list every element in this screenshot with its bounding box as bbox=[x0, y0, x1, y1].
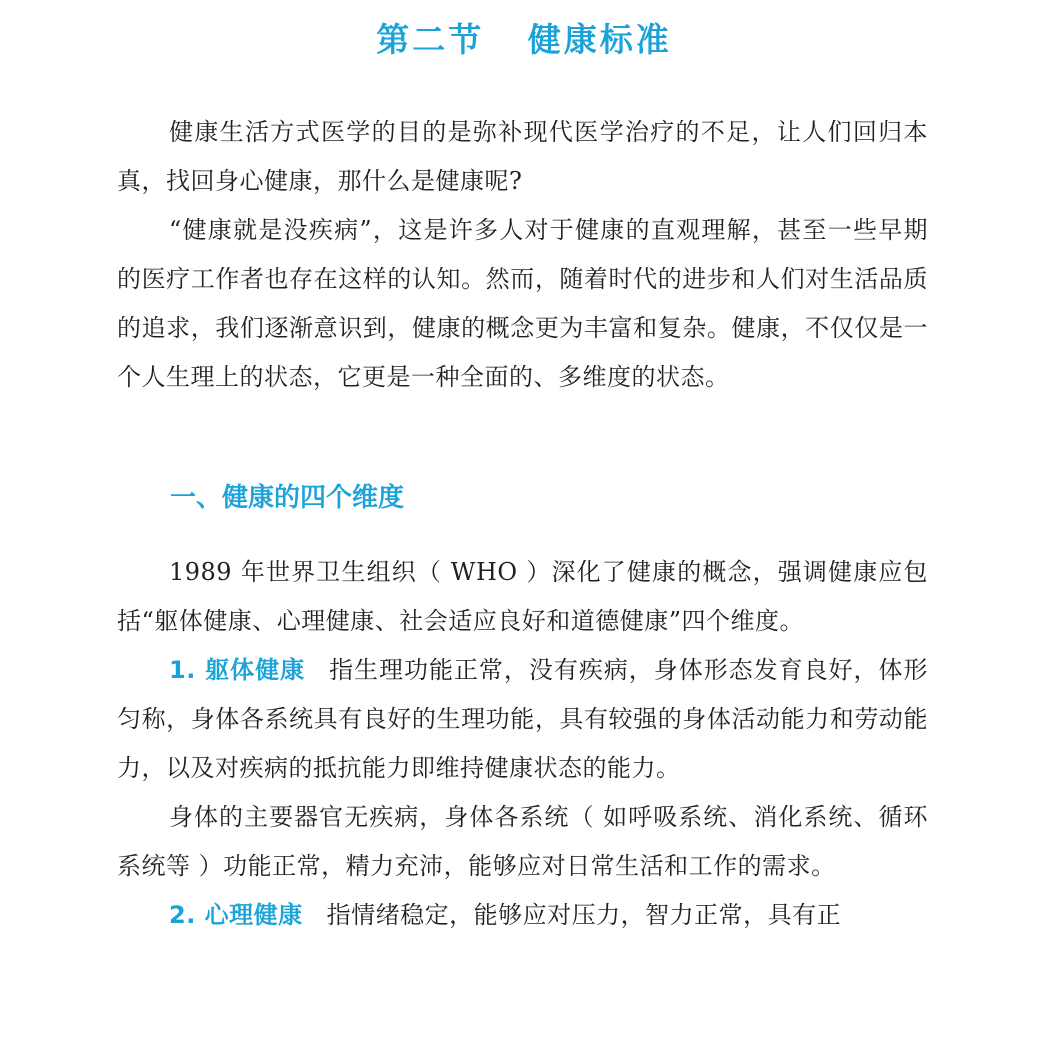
intro-paragraph-1: 健康生活方式医学的目的是弥补现代医学治疗的不足，让人们回归本真，找回身心健康，那什么是健康呢? bbox=[117, 118, 928, 195]
item-mental-health bbox=[117, 891, 928, 940]
mental-health-text: 指情绪稳定，能够应对压力，智力正常，具有正 bbox=[326, 901, 842, 929]
who-paragraph: 1989 年世界卫生组织（ WHO ）深化了健康的概念，强调健康应包括“躯体健康、心理健康、社会适应良好和道德健康”四个维度。 bbox=[117, 558, 928, 635]
intro-paragraph-2: “健康就是没疾病”，这是许多人对于健康的直观理解，甚至一些早期的医疗工作者也存在这样的认知。然而，随着时代的进步和人们对生活品质的追求，我们逐渐意识到，健康的概念更为丰富和复杂。健康，不仅仅是一个人生理上的状态，它更是一种全面的、多维度的状态。 bbox=[117, 216, 928, 391]
section-title: 第二节 健康标准 bbox=[376, 20, 672, 59]
dimensions-block bbox=[117, 548, 928, 940]
term-physical-health: 1. 躯体健康 bbox=[169, 656, 306, 684]
term-mental-health: 2. 心理健康 bbox=[169, 901, 303, 929]
heading-four-dimensions: 一、健康的四个维度 bbox=[170, 483, 405, 513]
item-physical-health bbox=[117, 646, 928, 793]
physical-health-text: 指生理功能正常，没有疾病，身体形态发育良好，体形匀称，身体各系统具有良好的生理功能，具有较强的身体活动能力和劳动能力，以及对疾病的抵抗能力即维持健康状态的能力。 bbox=[117, 656, 929, 782]
physical-health-extra: 身体的主要器官无疾病，身体各系统（ 如呼吸系统、消化系统、循环系统等 ）功能正常，精力充沛，能够应对日常生活和工作的需求。 bbox=[117, 803, 928, 880]
intro-block bbox=[117, 108, 928, 402]
